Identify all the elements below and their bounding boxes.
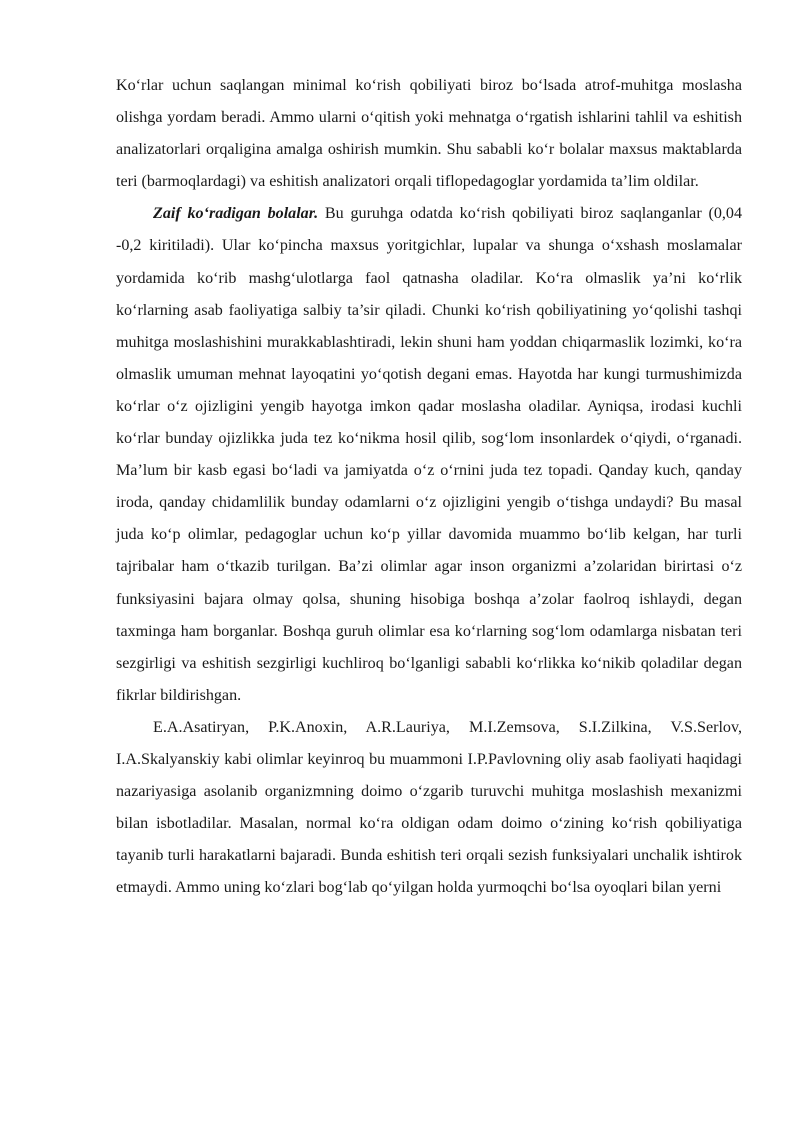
paragraph-3: E.A.Asatiryan, P.K.Anoxin, A.R.Lauriya, M.I.Zemsova, S.I.Zilkina, V.S.Serlov, I.A.Skalyanskiy kabi olimlar keyinroq bu muammoni I.P.Pavlovning oliy asab faoliyati haqidagi nazariyasiga asolanib organizmning doimo o‘zgarib turuvchi muhitga moslashish mexanizmi bilan isbotladilar. Masalan, normal ko‘ra oldigan odam doimo o‘zining ko‘rish qobiliyatiga tayanib turli harakatlarni bajaradi. Bunda eshitish teri orqali sezish funksiyalari unchalik ishtirok etmaydi. Ammo uning ko‘zlari bog‘lab qo‘yilgan holda yurmoqchi bo‘lsa oyoqlari bilan yerni — [116, 718, 742, 897]
paragraph-1: Ko‘rlar uchun saqlangan minimal ko‘rish qobiliyati biroz bo‘lsada atrof-muhitga moslasha olishga yordam beradi. Ammo ularni o‘qitish yoki mehnatga o‘rgatish ishlarini tahlil va eshitish analizatorlari orqaligina amalga oshirish mumkin. Shu sababli ko‘r bolalar maxsus maktablarda teri (barmoqlardagi) va eshitish analizatori orqali tiflopedagoglar yordamida ta’lim oldilar. — [116, 77, 742, 191]
paragraph-2 — [116, 198, 742, 712]
paragraph-2-body: Bu guruhga odatda ko‘rish qobiliyati biroz saqlanganlar (0,04 -0,2 kiritiladi). Ular ko‘pincha maxsus yoritgichlar, lupalar va shunga o‘xshash moslamalar yordamida ko‘rib mashg‘ulotlarga faol qatnasha oladilar. Ko‘ra olmaslik ya’ni ko‘rlik ko‘rlarning asab faoliyatiga salbiy ta’sir qiladi. Chunki ko‘rish qobiliyatining yo‘qolishi tashqi muhitga moslashishini murakkablashtiradi, lekin shuni ham yoddan chiqarmaslik lozimki, ko‘ra olmaslik umuman mehnat layoqatini yo‘qotish degani emas. Hayotda har kungi turmushimizda ko‘rlar o‘z ojizligini yengib hayotga imkon qadar moslasha oladilar. Ayniqsa, irodasi kuchli ko‘rlar bunday ojizlikka juda tez ko‘nikma hosil qilib, sog‘lom insonlardek o‘qiydi, o‘rganadi. Ma’lum bir kasb egasi bo‘ladi va jamiyatda o‘z o‘rnini juda tez topadi. Qanday kuch, qanday iroda, qanday chidamlilik bunday odamlarni o‘z ojizligini yengib o‘tishga undaydi? Bu masal juda ko‘p olimlar, pedagoglar uchun ko‘p yillar davomida muammo bo‘lib kelgan, har turli tajribalar ham o‘tkazib turilgan. Ba’zi olimlar agar inson organizmi a’zolaridan birirtasi o‘z funksiyasini bajara olmay qolsa, shuning hisobiga boshqa a’zolar faolroq ishlaydi, degan taxminga ham borganlar. Boshqa guruh olimlar esa ko‘rlarning sog‘lom odamlarga nisbatan teri sezgirligi va eshitish sezgirligi kuchliroq bo‘lganligi sababli ko‘rlikka ko‘nikib qoladilar degan fikrlar bildirishgan. — [116, 205, 742, 704]
body-text — [116, 70, 742, 904]
paragraph-2-term: Zaif ko‘radigan bolalar. — [153, 205, 319, 223]
